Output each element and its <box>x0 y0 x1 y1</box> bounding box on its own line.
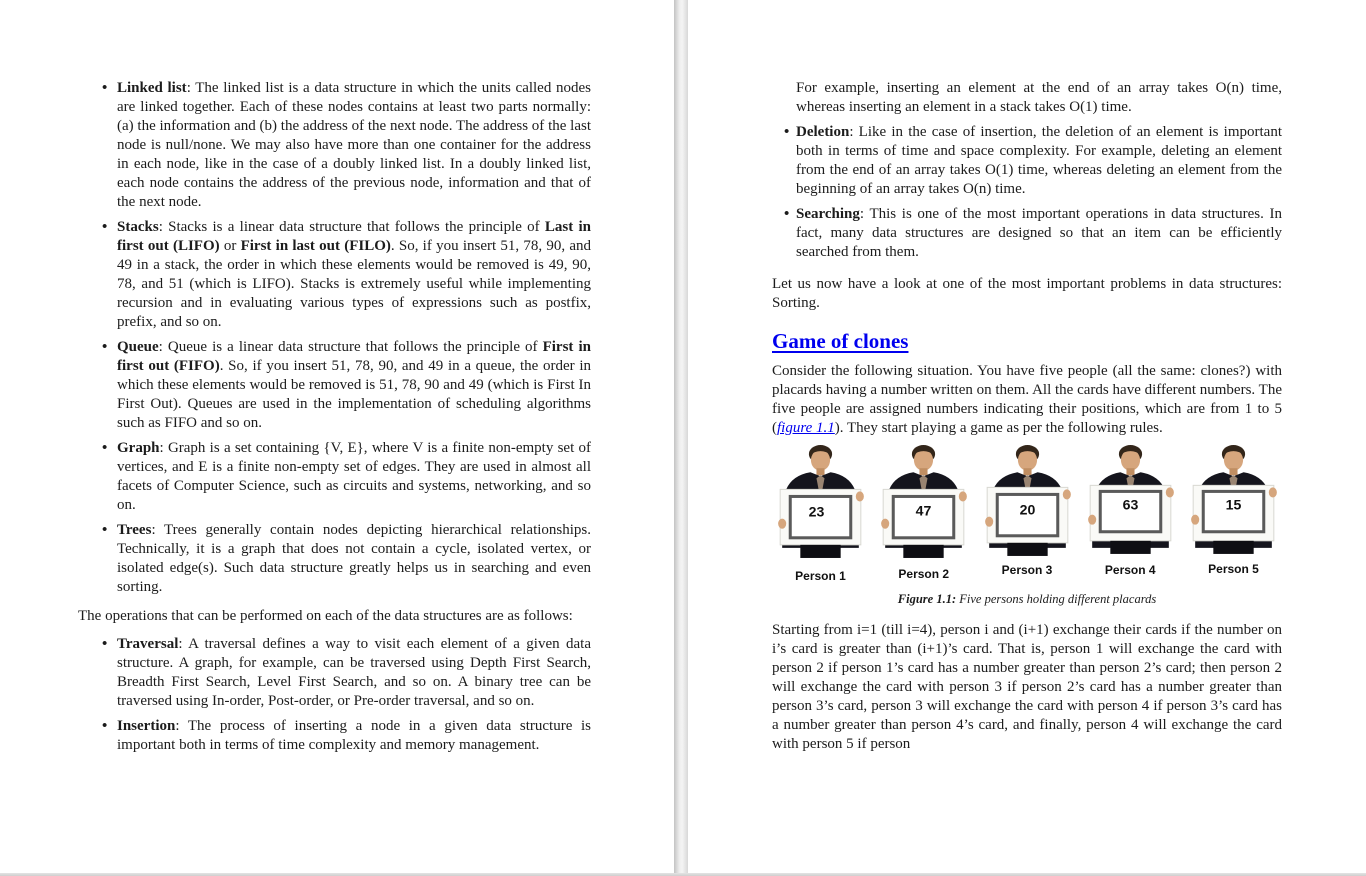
bullet-marker: • <box>102 219 108 235</box>
paragraph-text <box>772 622 1282 752</box>
paragraph-text <box>78 608 573 624</box>
person-label: Person 1 <box>795 569 846 583</box>
list-item-traversal <box>78 635 591 711</box>
figure-caption <box>772 592 1282 607</box>
person-figure-5 <box>1185 443 1282 583</box>
person-label: Person 5 <box>1208 562 1259 576</box>
list-item-text <box>117 522 591 595</box>
bullet-marker: • <box>784 206 790 222</box>
text-segment: : Stacks is a linear data structure that follows the principle of <box>158 219 545 235</box>
figure-caption-text <box>898 592 1156 606</box>
list-item-searching <box>772 205 1282 262</box>
text-segment: Linked list <box>117 80 187 96</box>
text-segment: First in last out (FILO) <box>240 238 391 254</box>
bullet-marker: • <box>102 522 108 538</box>
person-figure-4 <box>1082 443 1179 583</box>
bullet-marker: • <box>784 124 790 140</box>
section-heading-game-of-clones[interactable]: Game of clones <box>772 329 909 353</box>
paragraph-insertion-continued <box>772 79 1282 117</box>
person-label: Person 3 <box>1001 563 1053 577</box>
list-item-stacks <box>78 218 591 332</box>
list-item-insertion <box>78 717 591 755</box>
text-segment: First in first out (FIFO) <box>117 339 591 374</box>
text-segment: : The process of inserting a node in a given data structure is important both in terms of time complexity and memory management. <box>117 718 591 753</box>
text-segment: The operations that can be performed on each of the data structures are as follows: <box>78 608 573 624</box>
figure-ref-link[interactable]: figure 1.1 <box>777 420 835 436</box>
bullet-marker: • <box>102 80 108 96</box>
bullet-marker: • <box>102 339 108 355</box>
text-segment: Figure 1.1: <box>897 592 957 606</box>
text-segment: : The linked list is a data structure in which the units called nodes are linked together. Each of these nodes contains at least two parts normally: (a) the information and (b) the address of the next node. The address of the last node is null/none. We may also have more than one container for the address in each node, like in the case of a doubly linked list. In a doubly linked list, each node contains the address of the previous node, information and that of the next node. <box>117 80 591 210</box>
text-segment: : This is one of the most important operations in data structures. In fact, many data structures are designed so that an item can be efficiently searched from them. <box>796 206 1282 260</box>
list-item-text <box>117 718 591 753</box>
placard-number: 63 <box>1122 496 1139 513</box>
person-figure-3 <box>979 443 1076 583</box>
text-segment: : Graph is a set containing {V, E}, where V is a finite non-empty set of vertices, and E is a finite non-empty set of edges. They are used in almost all facets of Computer Science, such as circuits and systems, networking, and so on. <box>117 440 591 513</box>
person-label: Person 4 <box>1104 563 1156 577</box>
text-segment: Five persons holding different placards <box>956 592 1157 606</box>
list-item-text <box>796 206 1282 260</box>
person-photo <box>772 443 869 562</box>
page-right <box>688 0 1366 874</box>
text-segment: : Queue is a linear data structure that follows the principle of <box>158 339 543 355</box>
person-photo <box>1082 443 1179 562</box>
text-segment: Consider the following situation. You have five people (all the same: clones?) with placards having a number written on them. All the cards have different numbers. The five people are assigned numbers indicating their positions, which are from 1 to 5 ( <box>772 363 1282 436</box>
text-segment: : Trees generally contain nodes depicting hierarchical relationships. Technically, it is a graph that does not contain a cycle, isolated vertex, or isolated edge(s). Such data structure greatly helps us in searching and even sorting. <box>117 522 591 595</box>
text-segment: Queue <box>117 339 159 355</box>
text-segment: : A traversal defines a way to visit each element of a given data structure. A graph, for example, can be traversed using Depth First Search, Breadth First Search, Level First Search, and so on. A binary tree can be traversed using In-order, Post-order, or Pre-order traversal, and so on. <box>117 636 591 709</box>
figure-1-1 <box>772 443 1282 583</box>
list-item-text <box>117 339 591 431</box>
paragraph-text <box>772 276 1282 311</box>
placard-number: 15 <box>1225 496 1242 513</box>
bullet-marker: • <box>102 718 108 734</box>
list-item-queue <box>78 338 591 433</box>
page-left <box>0 0 674 874</box>
paragraph-consider <box>772 362 1282 438</box>
person-photo <box>875 443 972 562</box>
person-photo <box>1185 443 1282 562</box>
text-segment: Graph <box>117 440 160 456</box>
list-item-text <box>117 80 591 210</box>
text-segment: . So, if you insert 51, 78, 90, and 49 in a stack, the order in which these elements would be removed is 49, 90, 78, and 51 (which is LIFO). Stacks is extremely useful while implementing recursion and in evaluating various types of expressions such as postfix, prefix, and so on. <box>117 238 591 330</box>
paragraph-text <box>772 363 1282 436</box>
paragraph-let-us-now <box>772 275 1282 313</box>
person-figure-2 <box>875 443 972 583</box>
placard-number: 47 <box>915 502 932 519</box>
text-segment: . So, if you insert 51, 78, 90, and 49 in a queue, the order in which these elements would be removed is 51, 78, 90 and 49 (which is First In First Out). Queues are used in the implementation of scheduling algorithms such as FIFO and so on. <box>117 358 591 431</box>
paragraph-text <box>796 80 1282 115</box>
text-segment: Traversal <box>117 636 179 652</box>
bullet-marker: • <box>102 636 108 652</box>
text-segment: Stacks <box>117 219 159 235</box>
text-segment: Trees <box>117 522 152 538</box>
placard-number: 23 <box>808 503 825 520</box>
paragraph-starting-from <box>772 621 1282 754</box>
placard-number: 20 <box>1019 501 1035 518</box>
person-photo <box>979 443 1076 562</box>
list-item-graph <box>78 439 591 515</box>
person-label: Person 2 <box>898 567 950 581</box>
text-segment: Starting from i=1 (till i=4), person i and (i+1) exchange their cards if the number on i’s card is greater than (i+1)’s card. That is, person 1 will exchange the card with person 2 if person 1’s card has a number greater than person 2’s card; then person 2 will exchange the card with person 3 if person 2’s card has a number greater than person 3’s card, person 3 will exchange the card with person 4 if person 3’s card has a number greater than person 4’s card, and finally, person 4 will exchange the card with person 5 if person <box>772 622 1282 752</box>
list-item-deletion <box>772 123 1282 199</box>
text-segment: Last in first out (LIFO) <box>117 219 591 254</box>
text-segment: or <box>219 238 241 254</box>
list-item-text <box>796 124 1282 197</box>
list-item-trees <box>78 521 591 597</box>
text-segment: : Like in the case of insertion, the deletion of an element is important both in terms of time and space complexity. For example, deleting an element from the end of an array takes O(1) time, whereas deleting an element from the beginning of an array takes O(n) time. <box>796 124 1282 197</box>
page-gap-divider <box>674 0 688 876</box>
text-segment: For example, inserting an element at the end of an array takes O(n) time, whereas inserting an element in a stack takes O(1) time. <box>796 80 1282 115</box>
list-item-text <box>117 636 591 709</box>
text-segment: Let us now have a look at one of the most important problems in data structures: Sorting. <box>772 276 1282 311</box>
list-item-linked-list <box>78 79 591 212</box>
text-segment: ). They start playing a game as per the following rules. <box>834 420 1163 436</box>
left-page-content <box>78 79 591 761</box>
list-item-text <box>117 219 591 330</box>
text-segment: Insertion <box>117 718 176 734</box>
list-item-text <box>117 440 591 513</box>
right-page-content <box>772 79 1282 760</box>
text-segment: Searching <box>796 206 860 222</box>
paragraph-operations <box>78 607 591 626</box>
person-figure-1 <box>772 443 869 583</box>
text-segment: Deletion <box>796 124 850 140</box>
bullet-marker: • <box>102 440 108 456</box>
